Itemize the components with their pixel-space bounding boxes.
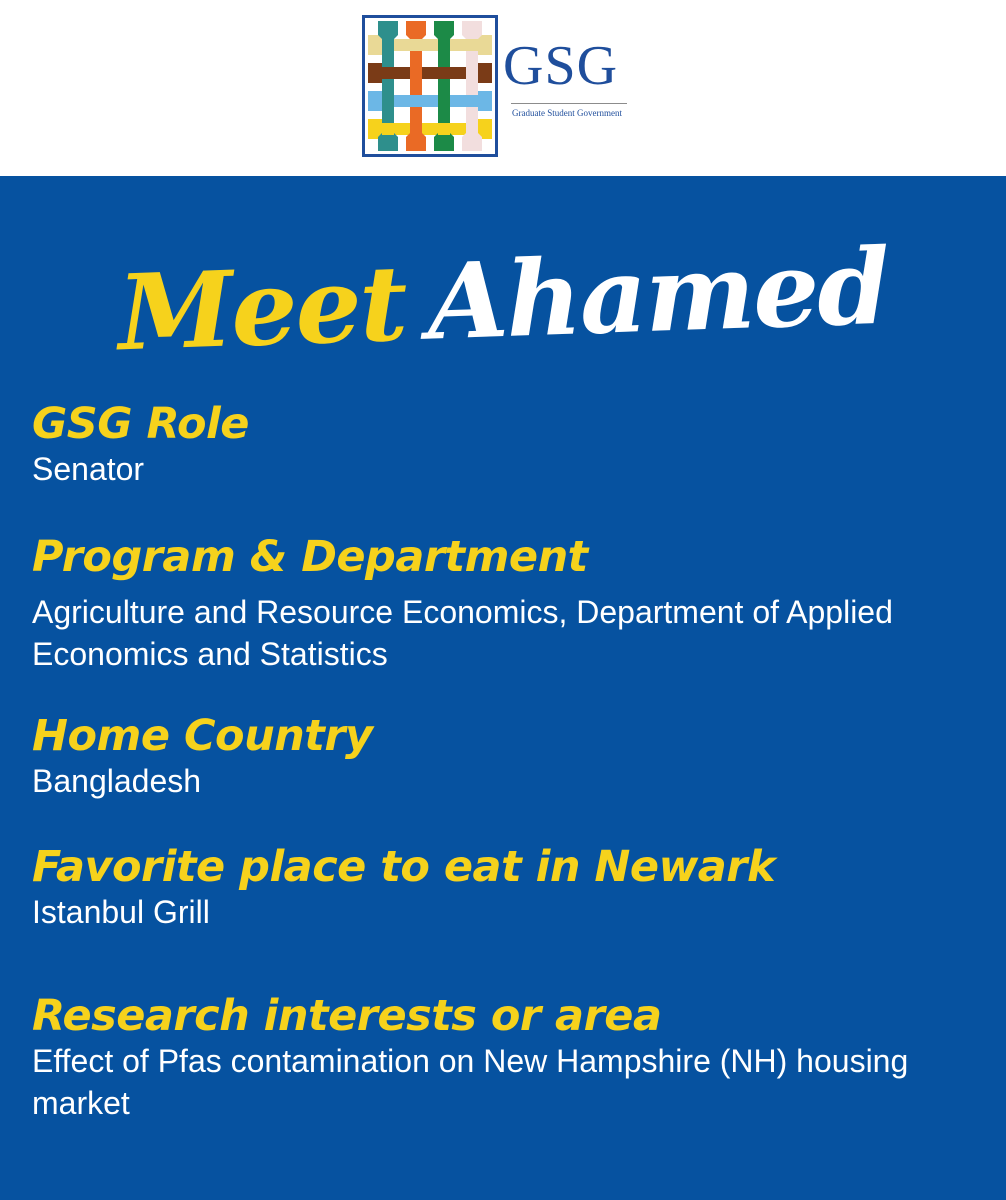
research-section xyxy=(32,992,972,1124)
role-value: Senator xyxy=(32,451,145,487)
logo-divider xyxy=(511,103,627,104)
country-label: Home Country xyxy=(32,711,373,761)
program-label: Program & Department xyxy=(32,532,588,582)
headline-meet: Meet xyxy=(116,241,408,375)
role-section xyxy=(32,400,972,490)
country-section xyxy=(32,712,972,802)
program-value: Agriculture and Resource Economics, Department of Applied Economics and Statistics xyxy=(32,594,893,672)
food-section xyxy=(32,843,972,933)
logo-wordmark: GSG xyxy=(503,35,619,97)
role-label: GSG Role xyxy=(32,399,249,449)
research-label: Research interests or area xyxy=(32,991,662,1041)
logo-subtitle: Graduate Student Government xyxy=(512,108,622,118)
food-value: Istanbul Grill xyxy=(32,894,210,930)
headline-name: Ahamed xyxy=(425,224,890,364)
gsg-woven-logo-icon xyxy=(362,15,498,157)
food-label: Favorite place to eat in Newark xyxy=(32,842,776,892)
country-value: Bangladesh xyxy=(32,763,202,799)
research-value: Effect of Pfas contamination on New Hampshire (NH) housing market xyxy=(32,1043,909,1121)
header xyxy=(0,0,1006,176)
program-section xyxy=(32,533,972,675)
